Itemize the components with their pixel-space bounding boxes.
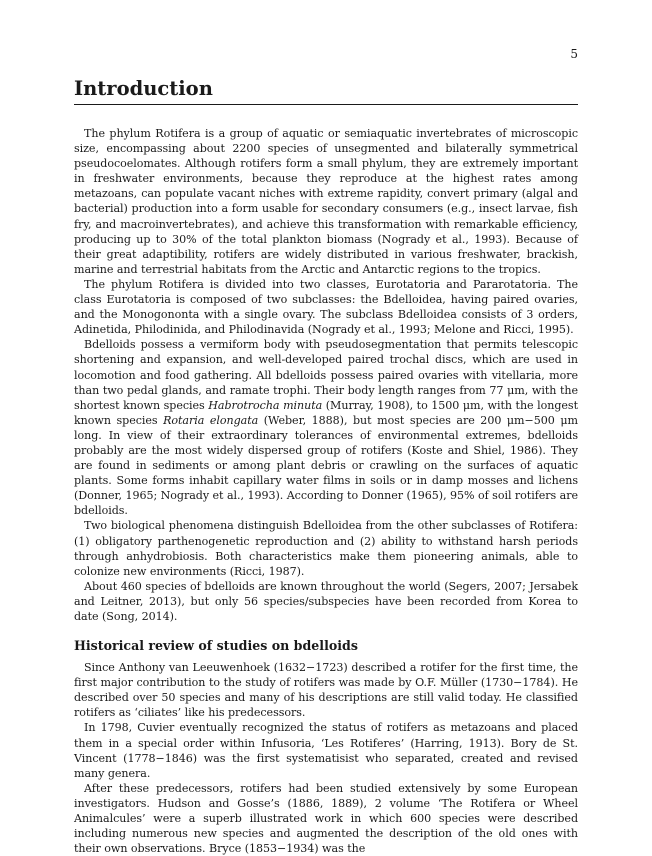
paragraph-text: The phylum Rotifera is divided into two classes, Eurotatoria and Pararotatoria. The class Eurotatoria is composed of two subclasses: the Bdelloidea, having paired ovaries, and the Monogononta with a single ovary. The subclass Bdelloidea consists of 3 orders, Adinetida, Philodinida, and Philodinavida (Nogrady et al., 1993; Melone and Ricci, 1995).: [74, 277, 578, 337]
paragraph: [74, 277, 578, 337]
paragraph-text: (Weber, 1888), but most species are 200 μm−500 μm long. In view of their extraordinary tolerances of environmental extremes, bdelloids probably are the most widely dispersed group of rotifers (Koste and Shiel, 1986). They are found in sediments or among plant debris or crawling on the surfaces of aquatic plants. Some forms inhabit capillary water films in soils or in damp mosses and lichens (Donner, 1965; Nogrady et al., 1993). According to Donner (1965), 95% of soil rotifers are bdelloids.: [74, 413, 578, 518]
paragraph: [74, 579, 578, 624]
species-name: Rotaria elongata: [163, 413, 259, 427]
body-text: [74, 126, 578, 856]
page-number: 5: [570, 47, 578, 61]
species-name: Habrotrocha minuta: [208, 398, 323, 412]
paragraph-text: The phylum Rotifera is a group of aquatic or semiaquatic invertebrates of microscopic size, encompassing about 2200 species of unsegmented and bilaterally symmetrical pseudocoelomates. Although rotifers form a small phylum, they are extremely important in freshwater environments, because they reproduce at the highest rates among metazoans, can populate vacant niches with extreme rapidity, convert primary (algal and bacterial) production into a form usable for secondary consumers (e.g., insect larvae, fish fry, and macroinvertebrates), and achieve this transformation with remarkable efficiency, producing up to 30% of the total plankton biomass (Nogrady et al., 1993). Because of their great adaptibility, rotifers are widely distributed in various freshwater, brackish, marine and terrestrial habitats from the Arctic and Antarctic regions to the tropics.: [74, 127, 578, 276]
paragraph: [74, 781, 578, 856]
chapter-title: Introduction: [74, 77, 578, 105]
intro-paragraphs: [74, 126, 578, 624]
paragraph: [74, 126, 578, 277]
paragraph-text: Bdelloids possess a vermiform body with pseudosegmentation that permits telescopic shortening and expansion, and well-developed paired trochal discs, which are used in locomotion and food gathering. All bdelloids possess paired ovaries with vitellaria, more than two pedal glands, and ramate trophi. Their body length ranges from 77 μm, with the shortest known species: [74, 338, 578, 412]
paragraph-text: In 1798, Cuvier eventually recognized the status of rotifers as metazoans and placed them in a special order within Infusoria, ‘Les Rotiferes’ (Harring, 1913). Bory de St. Vincent (1778−1846) was the first systematisist who separated, created and revised many genera.: [74, 721, 578, 780]
section-paragraphs: [74, 660, 578, 856]
paragraph-text: Since Anthony van Leeuwenhoek (1632−1723) described a rotifer for the first time, the first major contribution to the study of rotifers was made by O.F. Müller (1730−1784). He described over 50 species and many of his descriptions are still valid today. He classified rotifers as ‘ciliates’ like his predecessors.: [74, 661, 578, 720]
section-heading: Historical review of studies on bdelloids: [74, 638, 358, 654]
paragraph: [74, 660, 578, 720]
paragraph: [74, 518, 578, 578]
paragraph-text: (Murray, 1908), to 1500 μm, with the longest known species: [74, 398, 578, 427]
paragraph-text: Two biological phenomena distinguish Bdelloidea from the other subclasses of Rotifera: (1) obligatory parthenogenetic reproduction and (2) ability to withstand harsh periods through anhydrobiosis. Both characteristics make them pioneering animals, able to colonize new environments (Ricci, 1987).: [74, 519, 578, 578]
paragraph-text: After these predecessors, rotifers had been studied extensively by some European investigators. Hudson and Gosse’s (1886, 1889), 2 volume ‘The Rotifera or Wheel Animalcules’ were a superb illustrated work in which 600 species were described including numerous new species and augmented the description of the old ones with their own observations. Bryce (1853−1934) was the: [74, 781, 578, 856]
paragraph-text: About 460 species of bdelloids are known throughout the world (Segers, 2007; Jersabek and Leitner, 2013), but only 56 species/subspecies have been recorded from Korea to date (Song, 2014).: [74, 579, 578, 623]
paragraph: [74, 337, 578, 518]
paragraph: [74, 720, 578, 780]
